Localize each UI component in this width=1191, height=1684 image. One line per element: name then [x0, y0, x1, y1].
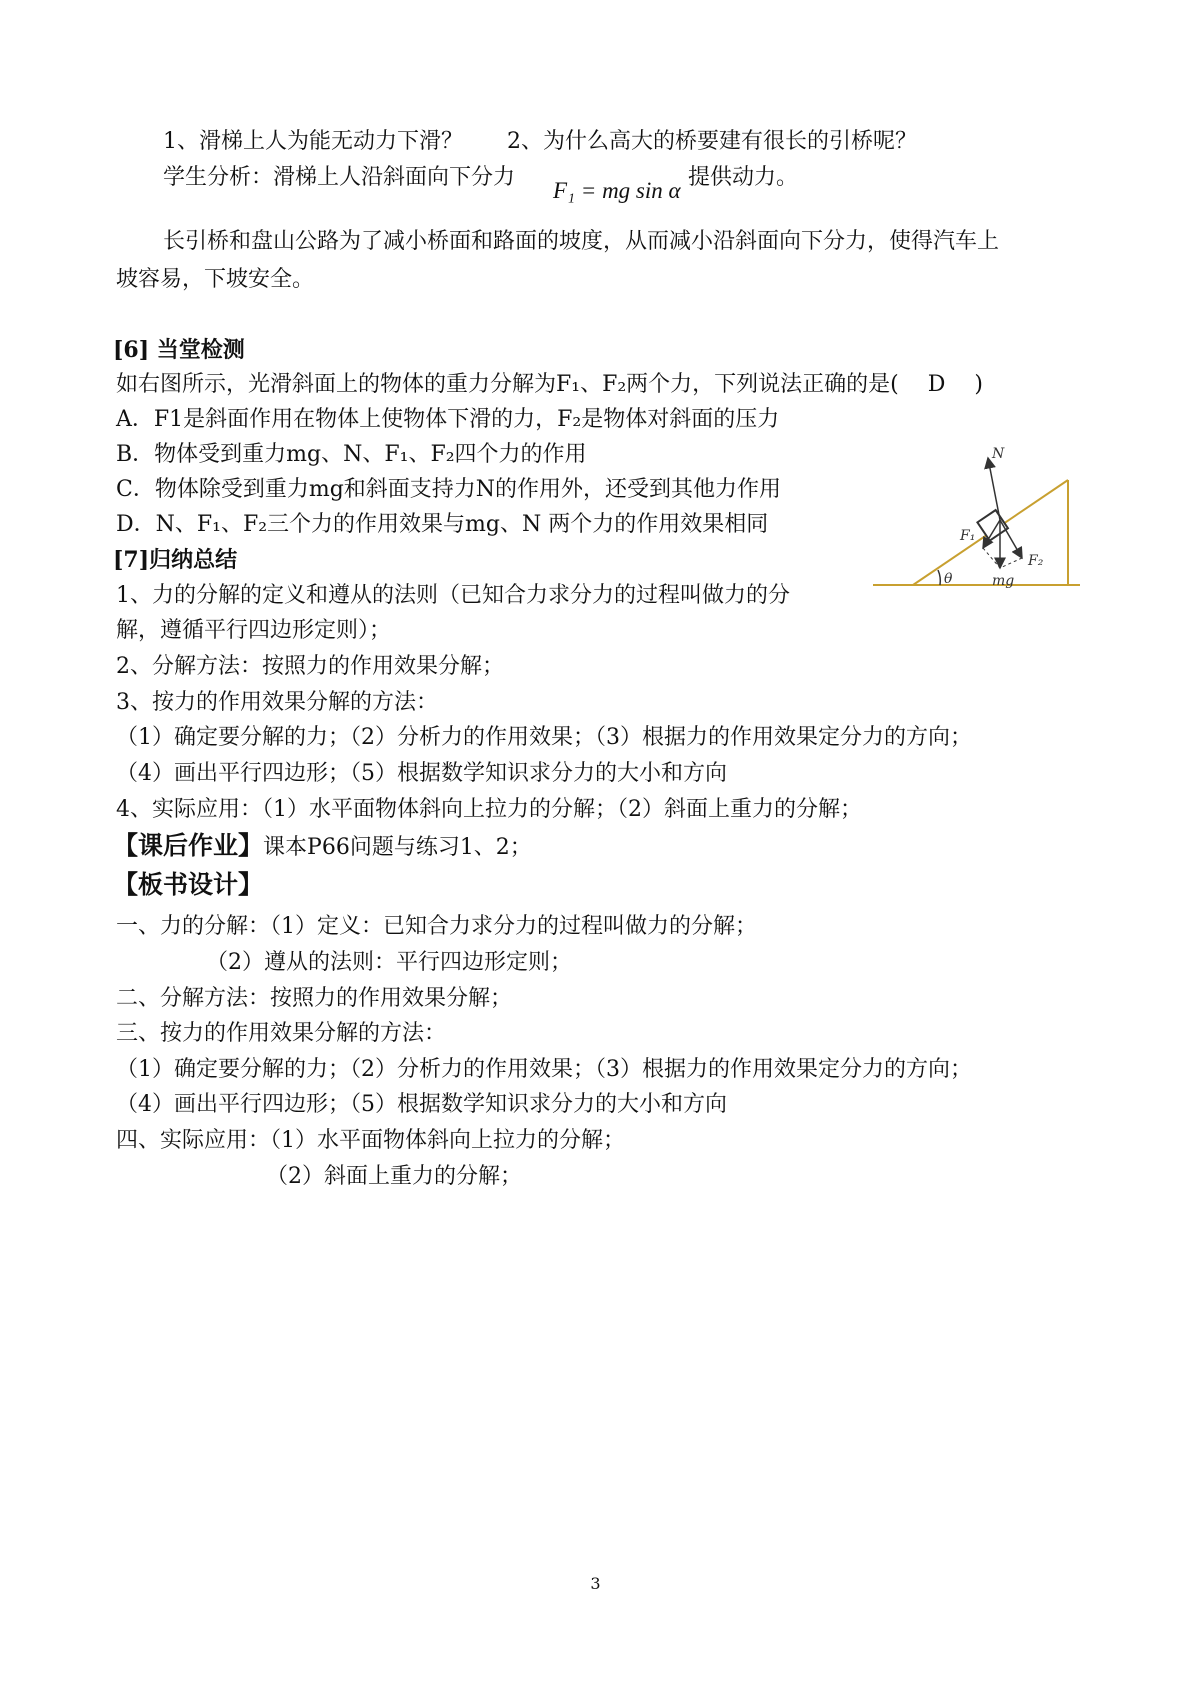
board-heading: 【板书设计】 — [113, 870, 264, 899]
paragraph-line-1: 长引桥和盘山公路为了减小桥面和路面的坡度，从而减小沿斜面向下分力，使得汽车上 — [163, 229, 1000, 254]
analysis-prefix: 学生分析：滑梯上人沿斜面向下分力 — [163, 165, 516, 190]
summary-line-3: 2、分解方法：按照力的作用效果分解； — [116, 654, 504, 679]
board-line-6: （4）画出平行四边形；（5）根据数学知识求分力的大小和方向 — [116, 1092, 727, 1117]
board-line-2: （2）遵从的法则：平行四边形定则； — [206, 950, 572, 975]
section6-question: 如右图所示，光滑斜面上的物体的重力分解为F₁、F₂两个力，下列说法正确的是( D ) — [116, 372, 983, 397]
summary-line-4: 3、按力的作用效果分解的方法： — [116, 690, 438, 715]
label-n: N — [992, 446, 1005, 462]
section6-heading: [6] 当堂检测 — [113, 337, 245, 363]
label-f1: F₁ — [960, 528, 976, 544]
board-line-1: 一、力的分解：（1）定义：已知合力求分力的过程叫做力的分解； — [116, 914, 757, 939]
label-f2: F₂ — [1028, 553, 1044, 569]
inclined-plane-diagram — [868, 440, 1088, 590]
board-line-4: 三、按力的作用效果分解的方法： — [116, 1021, 447, 1046]
dashed-side-1 — [983, 548, 1000, 568]
homework-heading: 【课后作业】 — [113, 831, 264, 860]
board-line-5: （1）确定要分解的力；（2）分析力的作用效果；（3）根据力的作用效果定分力的方向； — [116, 1057, 972, 1082]
label-mg: mg — [992, 573, 1015, 589]
summary-line-6: （4）画出平行四边形；（5）根据数学知识求分力的大小和方向 — [116, 761, 727, 786]
summary-line-1: 1、力的分解的定义和遵从的法则（已知合力求分力的过程叫做力的分 — [116, 583, 790, 608]
board-line-3: 二、分解方法：按照力的作用效果分解； — [116, 986, 513, 1011]
analysis-suffix: 提供动力。 — [688, 165, 799, 190]
label-theta: θ — [944, 571, 953, 587]
section7-heading: [7]归纳总结 — [113, 547, 238, 573]
analysis-formula: F₁ = mg sin α — [553, 178, 681, 203]
f2-arrow — [1000, 520, 1022, 558]
homework-text: 课本P66问题与练习1、2； — [263, 835, 532, 860]
board-line-7: 四、实际应用：（1）水平面物体斜向上拉力的分解； — [116, 1128, 625, 1153]
intro-questions: 1、滑梯上人为能无动力下滑？ 2、为什么高大的桥要建有很长的引桥呢？ — [163, 129, 917, 154]
angle-arc — [938, 570, 940, 585]
option-b: B．物体受到重力mg、N、F₁、F₂四个力的作用 — [116, 442, 587, 467]
page-number: 3 — [590, 1574, 601, 1593]
summary-line-5: （1）确定要分解的力；（2）分析力的作用效果；（3）根据力的作用效果定分力的方向； — [116, 725, 972, 750]
option-d: D．N、F₁、F₂三个力的作用效果与mg、N 两个力的作用效果相同 — [116, 512, 769, 537]
option-a: A．F1是斜面作用在物体上使物体下滑的力，F₂是物体对斜面的压力 — [116, 407, 780, 432]
board-line-8: （2）斜面上重力的分解； — [266, 1164, 522, 1189]
option-c: C．物体除受到重力mg和斜面支持力N的作用外，还受到其他力作用 — [116, 477, 782, 502]
summary-line-2: 解，遵循平行四边形定则）； — [116, 618, 392, 643]
summary-line-7: 4、实际应用：（1）水平面物体斜向上拉力的分解；（2）斜面上重力的分解； — [116, 797, 862, 822]
dashed-side-2 — [1000, 558, 1022, 568]
paragraph-line-2: 坡容易，下坡安全。 — [116, 267, 315, 292]
homework-line — [113, 832, 532, 862]
